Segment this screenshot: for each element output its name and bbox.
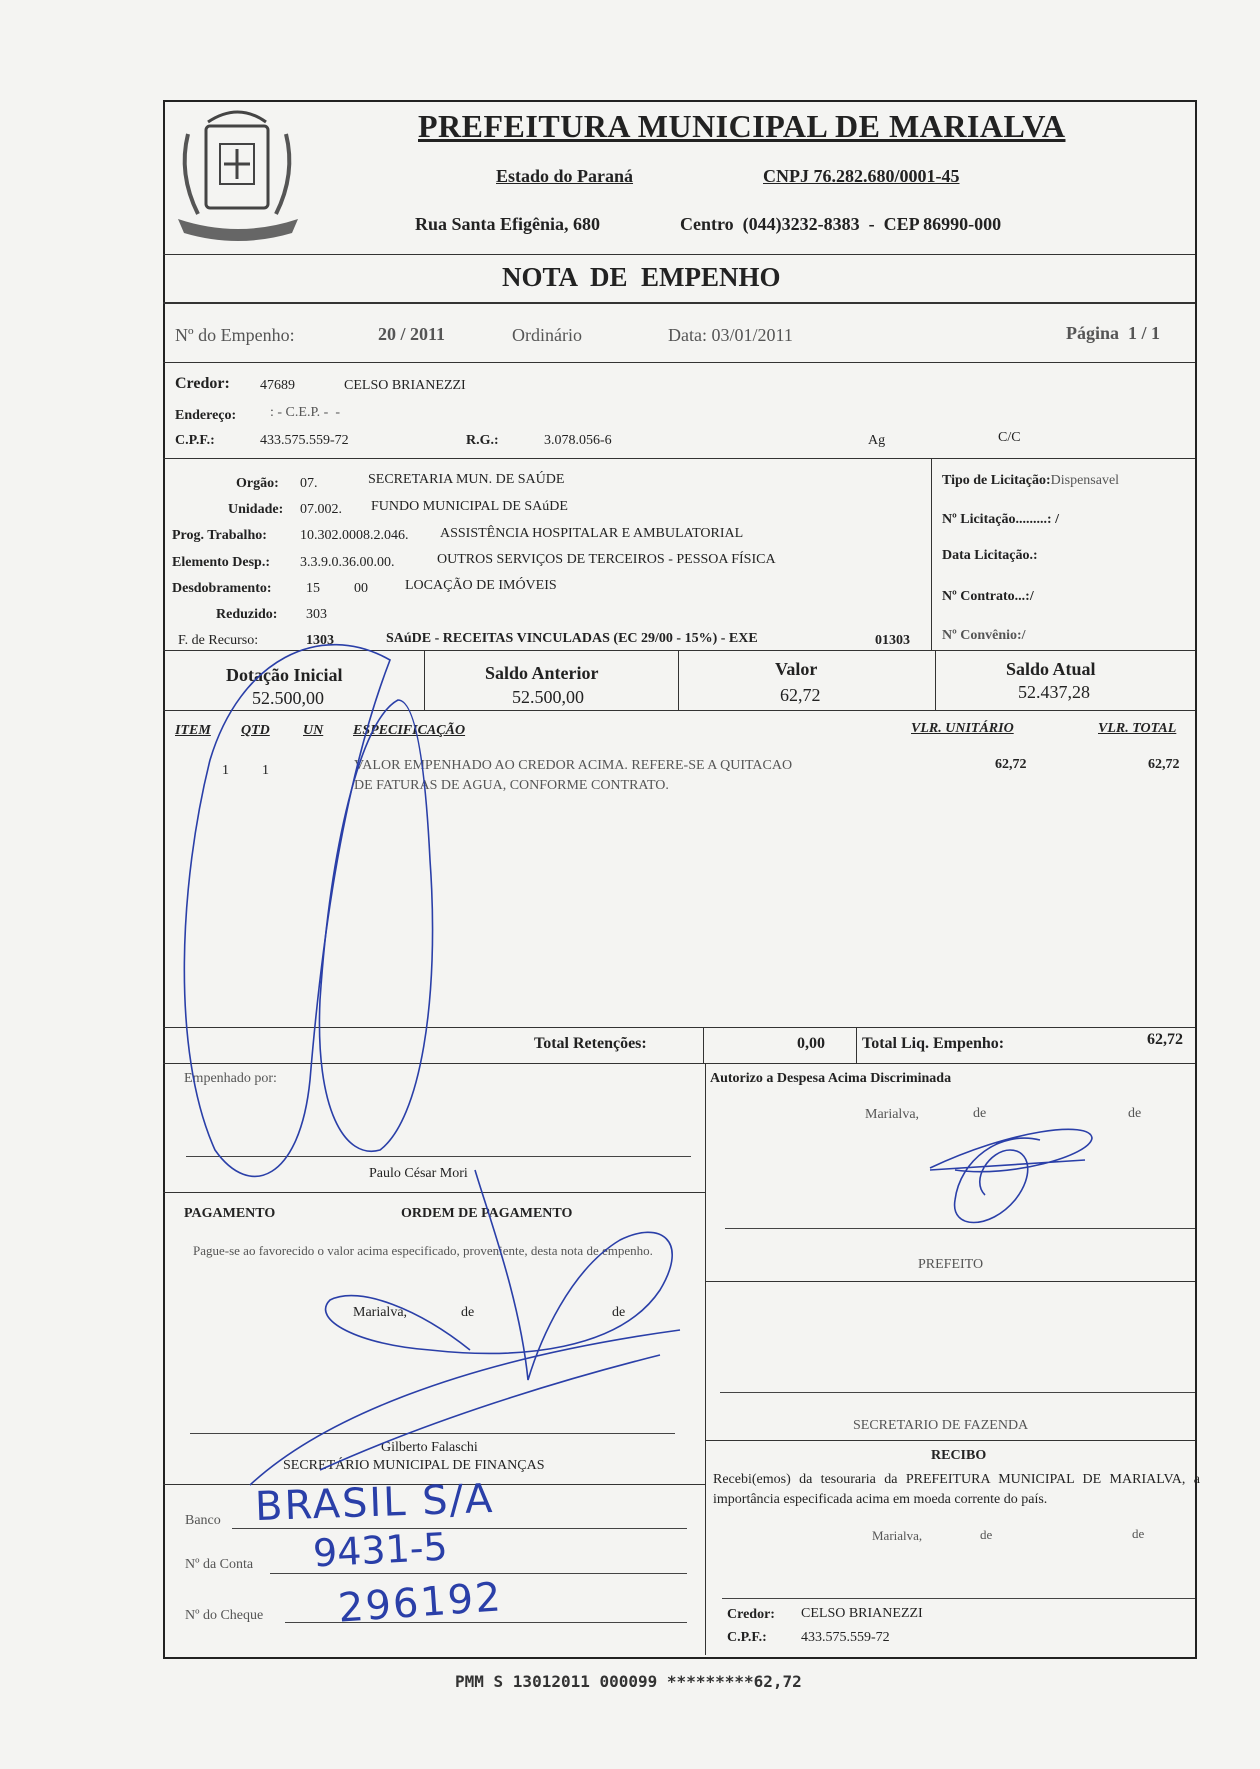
pagamento-signer-title: SECRETÁRIO MUNICIPAL DE FINANÇAS xyxy=(283,1458,545,1473)
reduzido-label: Reduzido: xyxy=(216,607,278,622)
endereco-value: : - C.E.P. - - xyxy=(270,405,340,420)
credor-label: Credor: xyxy=(175,375,230,392)
elemento-name: OUTROS SERVIÇOS DE TERCEIROS - PESSOA FÍSICA xyxy=(437,552,776,567)
desdobramento-name: LOCAÇÃO DE IMÓVEIS xyxy=(405,578,557,593)
address-label: Rua Santa Efigênia, 680 xyxy=(415,214,601,234)
recibo-cpf: 433.575.559-72 xyxy=(801,1630,890,1645)
recibo-city: Marialva, xyxy=(872,1528,923,1543)
recurso-ref: 01303 xyxy=(875,633,910,648)
empenho-number: 20 / 2011 xyxy=(378,324,446,344)
recibo-cpf-label: C.P.F.: xyxy=(727,1630,767,1645)
licitacao-convenio: Nº Convênio:/ xyxy=(942,628,1026,643)
row-spec-line2: DE FATURAS DE AGUA, CONFORME CONTRATO. xyxy=(354,778,669,793)
autorizo-de1: de xyxy=(973,1106,987,1121)
pagamento-signer: Gilberto Falaschi xyxy=(381,1440,478,1455)
secretario-label: SECRETARIO DE FAZENDA xyxy=(853,1418,1029,1433)
retencoes-label: Total Retenções: xyxy=(534,1035,647,1052)
recibo-title: RECIBO xyxy=(931,1448,987,1463)
licitacao-tipo: Dispensavel xyxy=(1050,473,1120,488)
cheque-label: Nº do Cheque xyxy=(185,1608,264,1623)
rg-value: 3.078.056-6 xyxy=(544,433,612,448)
un-col-header: UN xyxy=(303,723,324,738)
banco-handwriting: BRASIL S/A xyxy=(254,1475,496,1531)
qtd-col-header: QTD xyxy=(241,723,270,738)
conta-handwriting: 9431-5 xyxy=(311,1524,449,1576)
anterior-label: Saldo Anterior xyxy=(485,663,599,683)
valor-value: 62,72 xyxy=(780,685,821,705)
retencoes-value: 0,00 xyxy=(797,1035,825,1052)
licitacao-contrato: Nº Contrato...:/ xyxy=(942,589,1034,604)
dotacao-label: Dotação Inicial xyxy=(226,665,343,685)
credor-code: 47689 xyxy=(260,378,295,393)
endereco-label: Endereço: xyxy=(175,408,237,423)
elemento-code: 3.3.9.0.36.00.00. xyxy=(300,555,395,570)
pagamento-city: Marialva, xyxy=(353,1305,408,1320)
pagamento-text: Pague-se ao favorecido o valor acima especificado, proveniente, desta nota de empenho. xyxy=(193,1243,653,1258)
orgao-name: SECRETARIA MUN. DE SAÚDE xyxy=(368,472,565,487)
total-col-header: VLR. TOTAL xyxy=(1098,721,1177,736)
valor-label: Valor xyxy=(775,659,818,679)
pagamento-de1: de xyxy=(461,1305,475,1320)
licitacao-tipo-label: Tipo de Licitação:Dispensavel xyxy=(942,473,1120,488)
conta-label: Nº da Conta xyxy=(185,1557,254,1572)
spec-col-header: ESPECIFICAÇÃO xyxy=(353,723,466,738)
pagamento-label: PAGAMENTO xyxy=(184,1206,276,1221)
state-label: Estado do Paraná xyxy=(496,166,634,186)
recibo-de2: de xyxy=(1132,1526,1145,1541)
elemento-label: Elemento Desp.: xyxy=(172,555,270,570)
row-total: 62,72 xyxy=(1148,757,1180,772)
desdobramento-sub: 00 xyxy=(354,581,368,596)
prefeito-label: PREFEITO xyxy=(918,1257,984,1272)
row-spec-line1: VALOR EMPENHADO AO CREDOR ACIMA. REFERE-SE A QUITACAO xyxy=(354,758,793,773)
desdobramento-code: 15 xyxy=(306,581,320,596)
footer-stamp: PMM S 13012011 000099 *********62,72 xyxy=(455,1672,802,1691)
row-item: 1 xyxy=(222,763,229,778)
page-number: Página 1 / 1 xyxy=(1066,323,1161,343)
unidade-name: FUNDO MUNICIPAL DE SAúDE xyxy=(371,499,568,514)
contact-label: Centro (044)3232-8383 - CEP 86990-000 xyxy=(680,214,1002,234)
empenho-label: Nº do Empenho: xyxy=(175,325,295,345)
row-qtd: 1 xyxy=(262,763,269,778)
empenhado-label: Empenhado por: xyxy=(184,1071,277,1086)
autorizo-de2: de xyxy=(1128,1106,1142,1121)
municipality-title: PREFEITURA MUNICIPAL DE MARIALVA xyxy=(418,108,1066,144)
licitacao-data: Data Licitação.: xyxy=(942,548,1038,563)
empenho-date: Data: 03/01/2011 xyxy=(668,325,793,345)
document-title: NOTA DE EMPENHO xyxy=(502,262,781,292)
desdobramento-label: Desdobramento: xyxy=(172,581,272,596)
empenho-type: Ordinário xyxy=(512,325,582,345)
cpf-value: 433.575.559-72 xyxy=(260,433,349,448)
credor-name: CELSO BRIANEZZI xyxy=(344,378,466,393)
licitacao-numero: Nº Licitação.........: / xyxy=(942,512,1059,527)
cpf-label: C.P.F.: xyxy=(175,433,215,448)
recurso-name: SAúDE - RECEITAS VINCULADAS (EC 29/00 - 15%) - EXE xyxy=(386,631,758,646)
liquido-label: Total Liq. Empenho: xyxy=(862,1035,1005,1052)
atual-label: Saldo Atual xyxy=(1006,659,1096,679)
recibo-credor-label: Credor: xyxy=(727,1607,775,1622)
banco-label: Banco xyxy=(185,1513,221,1528)
prog-code: 10.302.0008.2.046. xyxy=(300,528,409,543)
cnpj-label: CNPJ 76.282.680/0001-45 xyxy=(763,166,960,186)
unidade-code: 07.002. xyxy=(300,502,342,517)
ag-label: Ag xyxy=(868,433,886,448)
unit-col-header: VLR. UNITÁRIO xyxy=(911,721,1014,736)
atual-value: 52.437,28 xyxy=(1018,682,1090,702)
pagamento-de2: de xyxy=(612,1305,626,1320)
autorizo-label: Autorizo a Despesa Acima Discriminada xyxy=(710,1071,952,1086)
coat-of-arms-logo xyxy=(168,104,308,254)
recibo-de1: de xyxy=(980,1527,993,1542)
prog-name: ASSISTÊNCIA HOSPITALAR E AMBULATORIAL xyxy=(440,526,744,541)
dotacao-value: 52.500,00 xyxy=(252,688,324,708)
orgao-code: 07. xyxy=(300,476,318,491)
prog-label: Prog. Trabalho: xyxy=(172,528,267,543)
reduzido-value: 303 xyxy=(306,607,327,622)
ordem-label: ORDEM DE PAGAMENTO xyxy=(401,1206,573,1221)
empenhado-signer: Paulo César Mori xyxy=(369,1166,468,1181)
autorizo-city: Marialva, xyxy=(865,1107,920,1122)
cheque-handwriting: 296192 xyxy=(336,1574,505,1632)
row-unit: 62,72 xyxy=(995,757,1027,772)
rg-label: R.G.: xyxy=(466,433,499,448)
anterior-value: 52.500,00 xyxy=(512,687,584,707)
item-col-header: ITEM xyxy=(175,723,211,738)
liquido-value: 62,72 xyxy=(1147,1031,1183,1048)
cc-label: C/C xyxy=(998,430,1021,445)
recurso-label: F. de Recurso: xyxy=(178,633,259,648)
orgao-label: Orgão: xyxy=(236,476,279,491)
unidade-label: Unidade: xyxy=(228,502,284,517)
recibo-text: Recebi(emos) da tesouraria da PREFEITURA MUNICIPAL DE MARIALVA, a importância especificada acima em moeda corrente do país. xyxy=(713,1472,1200,1507)
recurso-code: 1303 xyxy=(306,633,334,648)
recibo-credor: CELSO BRIANEZZI xyxy=(801,1606,923,1621)
